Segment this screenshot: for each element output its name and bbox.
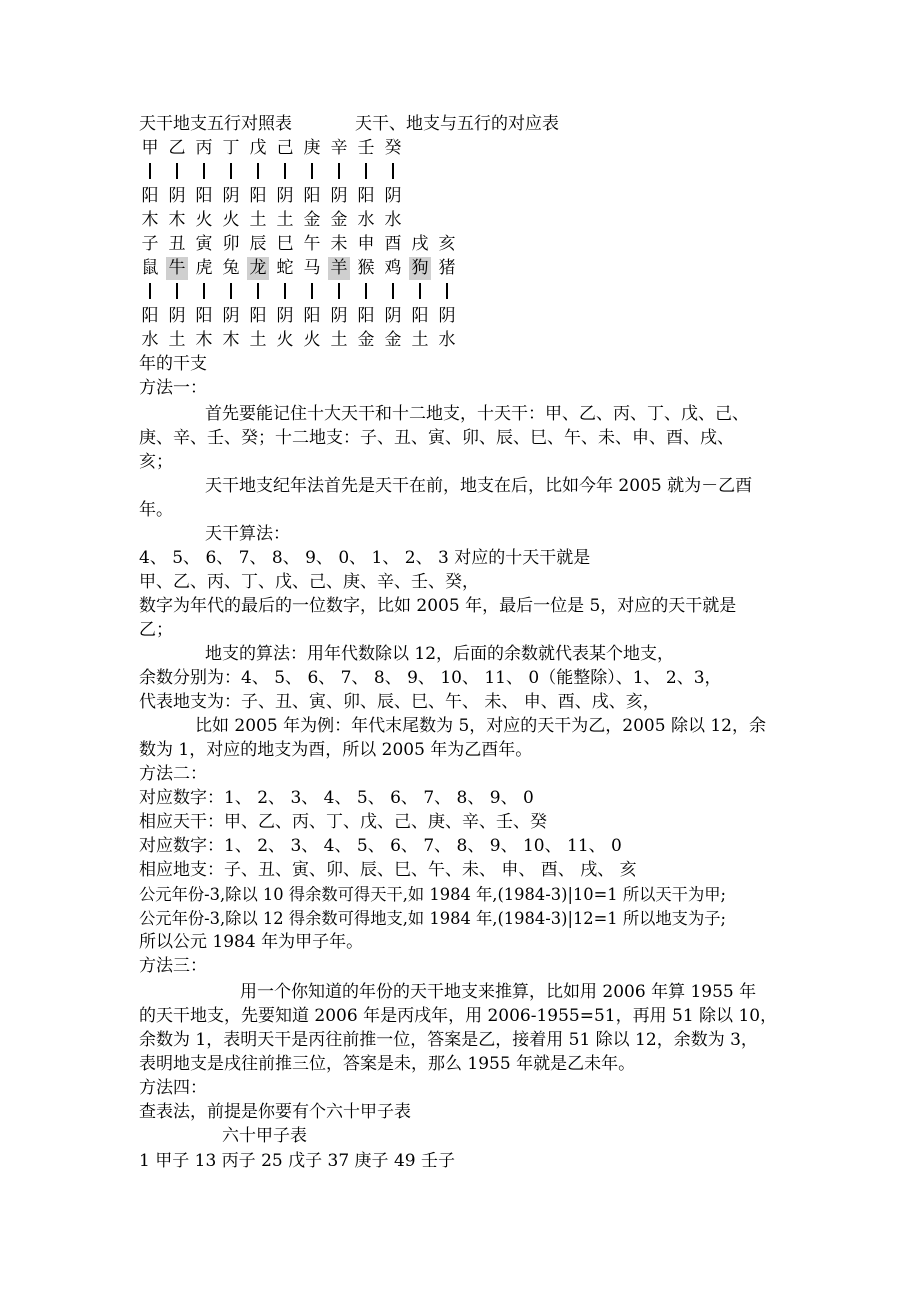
stem-cell: 庚	[303, 138, 321, 158]
element-cell: 水	[438, 330, 456, 350]
stem-cell: 乙	[168, 138, 186, 158]
yinyang-cell: 阳	[249, 306, 267, 326]
animal-cell: 猪	[438, 258, 456, 278]
yinyang-cell: 阴	[384, 186, 402, 206]
paragraph-line: 代表地支为：子、丑、寅、卯、辰、巳、午、 未、 申、酉、戌、亥，	[139, 692, 660, 712]
section-heading: 年的干支	[139, 354, 207, 374]
paragraph-line: 的天干地支，先要知道 2006 年是丙戌年，用 2006-1955=51，再用 51 除以 10，	[139, 1006, 778, 1026]
divider-bar	[220, 281, 242, 304]
paragraph-line: 数字为年代的最后的一位数字，比如 2005 年，最后一位是 5，对应的天干就是	[139, 596, 737, 616]
divider-bar	[301, 281, 323, 304]
stem-cell: 丁	[222, 138, 240, 158]
stem-cell: 甲	[141, 138, 159, 158]
paragraph-line: 乙；	[139, 620, 173, 640]
divider-bar	[220, 161, 242, 184]
divider-bar	[382, 281, 404, 304]
paragraph-line: 亥；	[139, 452, 173, 472]
divider-bar	[409, 281, 431, 304]
yinyang-cell: 阳	[195, 186, 213, 206]
divider-bar	[166, 281, 188, 304]
method-heading: 方法三：	[139, 956, 207, 976]
yinyang-cell: 阴	[222, 306, 240, 326]
divider-bar	[382, 161, 404, 184]
animal-cell-highlighted: 牛	[166, 257, 188, 280]
element-cell: 水	[141, 330, 159, 350]
element-cell: 火	[195, 210, 213, 230]
paragraph-line: 公元年份-3,除以 12 得余数可得地支,如 1984 年,(1984-3)|12=1 所以地支为子;	[139, 909, 727, 928]
divider-bar	[139, 161, 161, 184]
element-cell: 火	[222, 210, 240, 230]
branch-cell: 未	[330, 234, 348, 254]
yinyang-cell: 阳	[249, 186, 267, 206]
header-title-right: 天干、地支与五行的对应表	[355, 114, 559, 134]
divider-bar	[328, 281, 350, 304]
element-cell: 土	[330, 330, 348, 350]
element-cell: 土	[411, 330, 429, 350]
divider-bar	[436, 281, 458, 304]
yinyang-cell: 阴	[276, 306, 294, 326]
paragraph-line: 庚、辛、壬、癸；十二地支：子、丑、寅、卯、辰、巳、午、未、申、酉、戌、	[139, 428, 734, 448]
animal-cell: 虎	[195, 258, 213, 278]
yinyang-cell: 阳	[195, 306, 213, 326]
paragraph-line: 比如 2005 年为例：年代末尾数为 5，对应的天干为乙，2005 除以 12，余	[195, 716, 766, 736]
branch-cell: 子	[141, 234, 159, 254]
paragraph-line: 相应天干：甲、乙、丙、丁、戊、己、庚、辛、壬、癸	[139, 812, 547, 832]
element-cell: 水	[384, 210, 402, 230]
paragraph-line: 地支的算法：用年代数除以 12，后面的余数就代表某个地支，	[205, 644, 675, 664]
element-cell: 水	[357, 210, 375, 230]
animal-cell: 马	[303, 258, 321, 278]
animal-cell: 兔	[222, 258, 240, 278]
yinyang-cell: 阳	[141, 306, 159, 326]
branch-cell: 卯	[222, 234, 240, 254]
element-cell: 火	[303, 330, 321, 350]
divider-bar	[274, 281, 296, 304]
yinyang-cell: 阴	[222, 186, 240, 206]
divider-bar	[166, 161, 188, 184]
stem-cell: 戊	[249, 138, 267, 158]
yinyang-cell: 阴	[168, 306, 186, 326]
animal-cell: 鸡	[384, 258, 402, 278]
branch-cell: 巳	[276, 234, 294, 254]
branch-cell: 申	[357, 234, 375, 254]
paragraph-line: 相应地支：子、丑、寅、卯、辰、巳、午、未、 申、 酉、 戌、 亥	[139, 860, 637, 880]
branch-cell: 丑	[168, 234, 186, 254]
method-heading: 方法二：	[139, 764, 207, 784]
animal-cell-highlighted: 狗	[409, 257, 431, 280]
paragraph-line: 公元年份-3,除以 10 得余数可得天干,如 1984 年,(1984-3)|10=1 所以天干为甲;	[139, 885, 727, 904]
yinyang-cell: 阴	[384, 306, 402, 326]
paragraph-line: 年。	[139, 500, 173, 520]
paragraph-line: 天干地支纪年法首先是天干在前，地支在后，比如今年 2005 就为－乙酉	[205, 476, 753, 496]
element-cell: 木	[168, 210, 186, 230]
element-cell: 土	[276, 210, 294, 230]
paragraph-line: 对应数字：1、 2、 3、 4、 5、 6、 7、 8、 9、 0	[139, 788, 534, 808]
divider-bar	[139, 281, 161, 304]
divider-bar	[355, 281, 377, 304]
paragraph-line: 甲、乙、丙、丁、戊、己、庚、辛、壬、癸，	[139, 572, 479, 592]
divider-bar	[274, 161, 296, 184]
stem-cell: 辛	[330, 138, 348, 158]
divider-bar	[355, 161, 377, 184]
stem-cell: 己	[276, 138, 294, 158]
divider-bar	[193, 281, 215, 304]
stem-cell: 丙	[195, 138, 213, 158]
paragraph-line: 对应数字：1、 2、 3、 4、 5、 6、 7、 8、 9、 10、 11、 0	[139, 836, 622, 856]
yinyang-cell: 阳	[303, 186, 321, 206]
paragraph-line: 余数为 1，表明天干是丙往前推一位，答案是乙，接着用 51 除以 12，余数为 3，	[139, 1030, 758, 1050]
element-cell: 木	[222, 330, 240, 350]
paragraph-line: 查表法，前提是你要有个六十甲子表	[139, 1102, 411, 1122]
animal-cell: 鼠	[141, 258, 159, 278]
yinyang-cell: 阴	[168, 186, 186, 206]
branch-cell: 戌	[411, 234, 429, 254]
table-title: 六十甲子表	[222, 1126, 307, 1146]
animal-cell: 蛇	[276, 258, 294, 278]
sixty-cycle-row: 1 甲子 13 丙子 25 戊子 37 庚子 49 壬子	[139, 1151, 455, 1171]
animal-cell: 猴	[357, 258, 375, 278]
element-cell: 金	[330, 210, 348, 230]
method-heading: 方法一：	[139, 378, 207, 398]
stem-cell: 癸	[384, 138, 402, 158]
header-title-left: 天干地支五行对照表	[139, 114, 292, 134]
divider-bar	[247, 281, 269, 304]
paragraph-line: 天干算法：	[205, 524, 290, 544]
paragraph-line: 4、 5、 6、 7、 8、 9、 0、 1、 2、 3 对应的十天干就是	[139, 548, 591, 568]
element-cell: 土	[249, 210, 267, 230]
element-cell: 木	[195, 330, 213, 350]
stem-cell: 壬	[357, 138, 375, 158]
divider-bar	[193, 161, 215, 184]
paragraph-line: 余数分别为：4、 5、 6、 7、 8、 9、 10、 11、 0（能整除）、1、 2、3，	[139, 668, 722, 688]
yinyang-cell: 阴	[276, 186, 294, 206]
branch-cell: 亥	[438, 234, 456, 254]
paragraph-line: 表明地支是戌往前推三位，答案是未，那么 1955 年就是乙未年。	[139, 1054, 636, 1074]
paragraph-line: 数为 1，对应的地支为酉，所以 2005 年为乙酉年。	[139, 740, 533, 760]
divider-bar	[247, 161, 269, 184]
yinyang-cell: 阴	[330, 306, 348, 326]
divider-bar	[301, 161, 323, 184]
yinyang-cell: 阳	[141, 186, 159, 206]
yinyang-cell: 阳	[357, 306, 375, 326]
element-cell: 金	[357, 330, 375, 350]
yinyang-cell: 阴	[438, 306, 456, 326]
animal-cell-highlighted: 龙	[247, 257, 269, 280]
paragraph-line: 用一个你知道的年份的天干地支来推算，比如用 2006 年算 1955 年	[240, 982, 757, 1002]
yinyang-cell: 阳	[357, 186, 375, 206]
element-cell: 木	[141, 210, 159, 230]
element-cell: 火	[276, 330, 294, 350]
branch-cell: 寅	[195, 234, 213, 254]
element-cell: 金	[384, 330, 402, 350]
paragraph-line: 所以公元 1984 年为甲子年。	[139, 932, 364, 952]
branch-cell: 辰	[249, 234, 267, 254]
element-cell: 土	[168, 330, 186, 350]
yinyang-cell: 阴	[330, 186, 348, 206]
paragraph-line: 首先要能记住十大天干和十二地支，十天干：甲、乙、丙、丁、戊、己、	[205, 404, 749, 424]
animal-cell-highlighted: 羊	[328, 257, 350, 280]
element-cell: 土	[249, 330, 267, 350]
yinyang-cell: 阳	[303, 306, 321, 326]
branch-cell: 午	[303, 234, 321, 254]
divider-bar	[328, 161, 350, 184]
method-heading: 方法四：	[139, 1078, 207, 1098]
branch-cell: 酉	[384, 234, 402, 254]
element-cell: 金	[303, 210, 321, 230]
yinyang-cell: 阳	[411, 306, 429, 326]
